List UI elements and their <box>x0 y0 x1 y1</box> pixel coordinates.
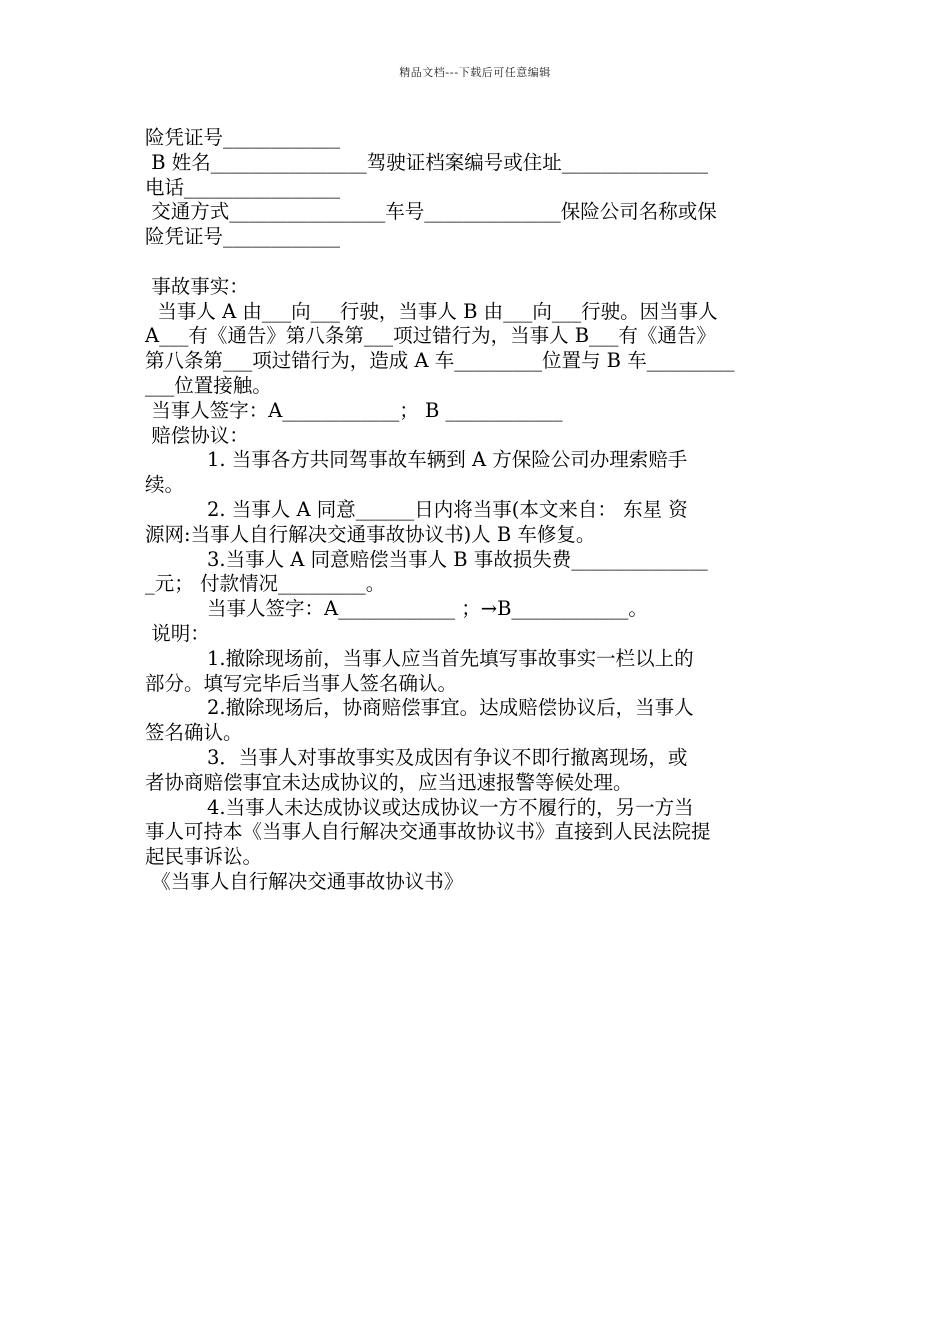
text-line: B 姓名________________驾驶证档案编号或住址_______________ <box>145 150 708 174</box>
page-header: 精品文档---下载后可任意编辑 <box>399 66 551 79</box>
document-body <box>145 126 807 895</box>
text-line: 部分。填写完毕后当事人签名确认。 <box>145 671 458 695</box>
text-line: 3．当事人对事故事实及成因有争议不即行撤离现场，或 <box>145 745 688 769</box>
text-line: 1. 当事各方共同驾事故车辆到 A 方保险公司办理索赔手 <box>145 448 688 472</box>
text-line: 交通方式________________车号______________保险公司名称或保 <box>145 200 717 224</box>
text-line: 电话________________ <box>145 175 341 199</box>
section-title-accident-facts: 事故事实： <box>145 274 249 298</box>
text-line: ___位置接触。 <box>145 373 272 397</box>
text-line: 险凭证号____________ <box>145 126 341 149</box>
text-line: 续。 <box>145 473 185 497</box>
text-line: 4.当事人未达成协议或达成协议一方不履行的，另一方当 <box>145 795 694 819</box>
text-line: A___有《通告》第八条第___项过错行为，当事人 B___有《通告》 <box>145 324 716 348</box>
text-line: 3.当事人 A 同意赔偿当事人 B 事故损失费______________ <box>145 547 708 571</box>
signature-line: 当事人签字：A____________ ；→B____________。 <box>145 597 648 621</box>
section-title-compensation: 赔偿协议： <box>145 423 249 447</box>
text-line: 源网:当事人自行解决交通事故协议书)人 B 车修复。 <box>145 522 596 546</box>
text-line: 起民事诉讼。 <box>145 845 263 869</box>
text-line: _元； 付款情况_________。 <box>145 572 386 596</box>
text-line: 1.撤除现场前，当事人应当首先填写事故事实一栏以上的 <box>145 646 694 670</box>
signature-line: 当事人签字：A____________； B ____________ <box>145 398 563 422</box>
text-line: 第八条第___项过错行为，造成 A 车_________位置与 B 车_________ <box>145 349 735 373</box>
section-title-notes: 说明： <box>145 621 210 645</box>
text-line: 事人可持本《当事人自行解决交通事故协议书》直接到人民法院提 <box>145 820 711 844</box>
text-line: 险凭证号____________ <box>145 225 341 249</box>
document-title-footer: 《当事人自行解决交通事故协议书》 <box>145 869 464 893</box>
text-line: 签名确认。 <box>145 721 243 745</box>
text-line: 当事人 A 由___向___行驶，当事人 B 由___向___行驶。因当事人 <box>145 299 718 323</box>
blank-line <box>145 250 807 275</box>
text-line: 2.撤除现场后，协商赔偿事宜。达成赔偿协议后，当事人 <box>145 696 694 720</box>
text-line: 2. 当事人 A 同意______日内将当事(本文来自： 东星 资 <box>145 497 688 521</box>
text-line: 者协商赔偿事宜未达成协议的，应当迅速报警等候处理。 <box>145 770 633 794</box>
